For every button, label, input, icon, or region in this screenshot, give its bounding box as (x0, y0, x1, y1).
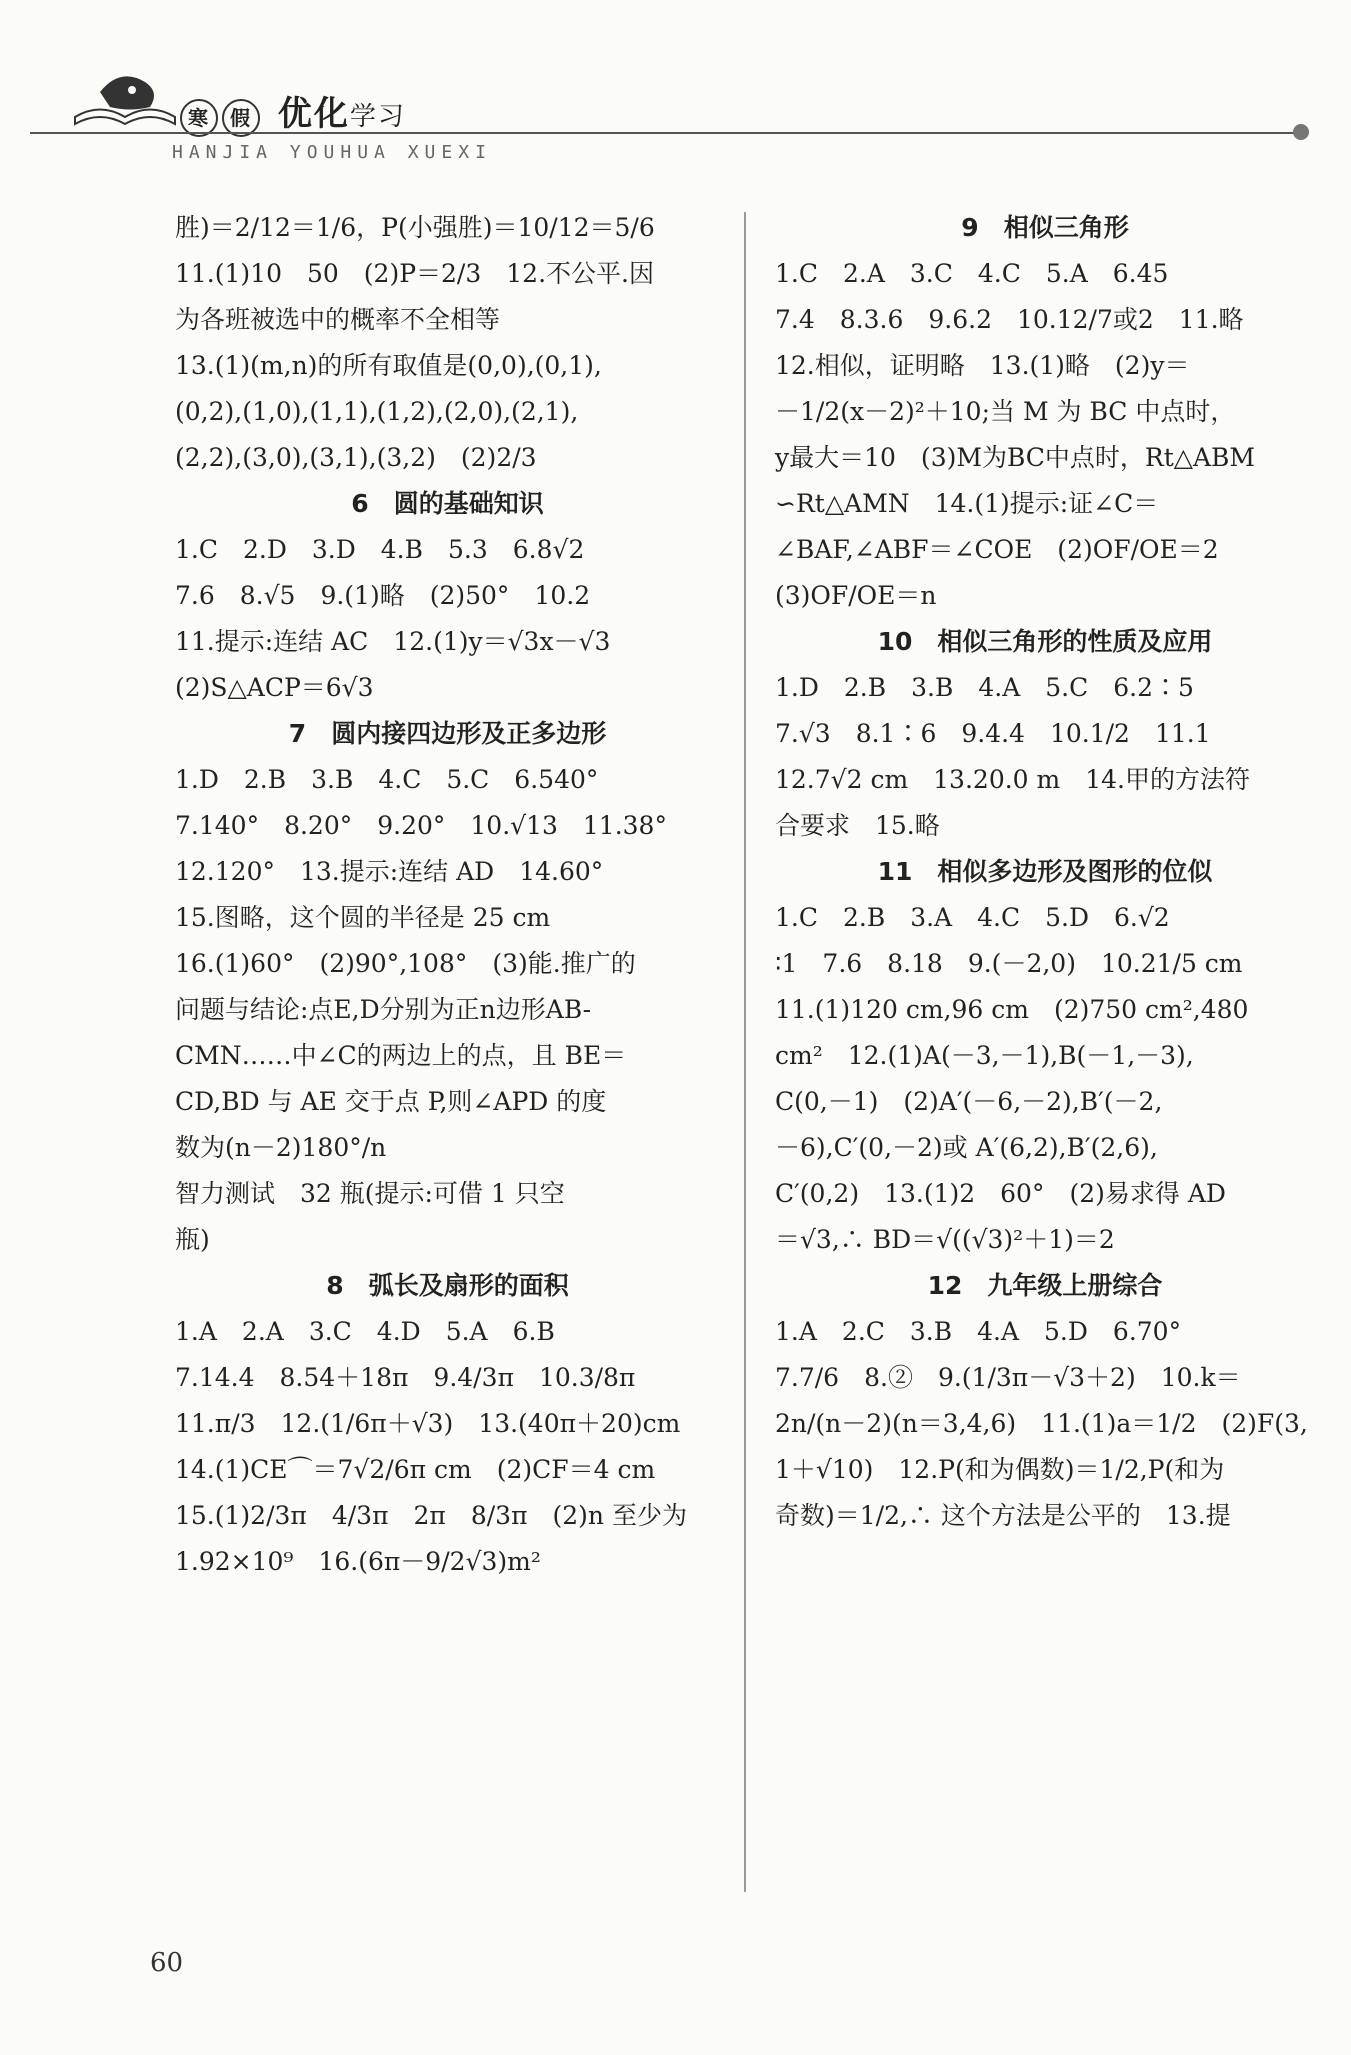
answer-line: 7.√3 8.1∶6 9.4.4 10.1/2 11.1 (775, 719, 1211, 748)
answer-line: 1.D 2.B 3.B 4.A 5.C 6.2∶5 (775, 673, 1194, 702)
answer-line: 瓶) (175, 1225, 210, 1254)
answer-line: 1.A 2.C 3.B 4.A 5.D 6.70° (775, 1317, 1182, 1346)
answer-line: 12.7√2 cm 13.20.0 m 14.甲的方法符 (775, 765, 1250, 794)
answer-line: 7.7/6 8.② 9.(1/3π－√3＋2) 10.k＝ (775, 1363, 1241, 1392)
answer-line: C′(0,2) 13.(1)2 60° (2)易求得 AD (775, 1179, 1226, 1208)
answer-line: 14.(1)CE⌒＝7√2/6π cm (2)CF＝4 cm (175, 1455, 656, 1484)
section-heading: 6 圆的基础知识 (351, 489, 544, 518)
answer-line: 1.C 2.B 3.A 4.C 5.D 6.√2 (775, 903, 1170, 932)
answer-line: 13.(1)(m,n)的所有取值是(0,0),(0,1), (175, 351, 602, 380)
answer-line: 1＋√10) 12.P(和为偶数)＝1/2,P(和为 (775, 1455, 1225, 1484)
brand-title (180, 86, 406, 137)
page-number: 60 (150, 1948, 184, 1978)
answer-line: 胜)＝2/12＝1/6，P(小强胜)＝10/12＝5/6 (175, 213, 655, 242)
answer-line: 1.92×10⁹ 16.(6π－9/2√3)m² (175, 1547, 541, 1576)
answer-line: 1.C 2.A 3.C 4.C 5.A 6.45 (775, 259, 1169, 288)
answer-line: (2,2),(3,0),(3,1),(3,2) (2)2/3 (175, 443, 537, 472)
answer-line: 为各班被选中的概率不全相等 (175, 305, 501, 334)
answer-line: －1/2(x－2)²＋10;当 M 为 BC 中点时， (775, 397, 1236, 426)
answer-line: 奇数)＝1/2,∴ 这个方法是公平的 13.提 (775, 1501, 1231, 1530)
answer-line: CMN……中∠C的两边上的点，且 BE＝ (175, 1041, 627, 1070)
answer-line: 11.(1)120 cm,96 cm (2)750 cm²,480 (775, 995, 1249, 1024)
answer-line: CD,BD 与 AE 交于点 P,则∠APD 的度 (175, 1087, 607, 1116)
answer-line: (2)S△ACP＝6√3 (175, 673, 374, 702)
answer-line: 11.提示:连结 AC 12.(1)y＝√3x－√3 (175, 627, 611, 656)
answer-line: 1.D 2.B 3.B 4.C 5.C 6.540° (175, 765, 599, 794)
answer-line: (3)OF/OE＝n (775, 581, 937, 610)
book-logo-icon (70, 62, 180, 132)
answer-line: 1.C 2.D 3.D 4.B 5.3 6.8√2 (175, 535, 585, 564)
brand-circle-1: 寒 (180, 99, 218, 137)
answer-line: ∶1 7.6 8.18 9.(－2,0) 10.21/5 cm (775, 949, 1243, 978)
answer-line: 12.120° 13.提示:连结 AD 14.60° (175, 857, 604, 886)
page-header (0, 0, 1351, 180)
answer-line: 15.图略，这个圆的半径是 25 cm (175, 903, 551, 932)
answer-line: 2n/(n－2)(n＝3,4,6) 11.(1)a＝1/2 (2)F(3, (775, 1409, 1308, 1438)
section-heading: 10 相似三角形的性质及应用 (877, 627, 1213, 656)
answer-line: ＝√3,∴ BD＝√((√3)²＋1)＝2 (775, 1225, 1115, 1254)
column-divider (744, 212, 746, 1892)
answer-line: 11.(1)10 50 (2)P＝2/3 12.不公平.因 (175, 259, 654, 288)
brand-small: 学习 (349, 102, 406, 132)
section-heading: 7 圆内接四边形及正多边形 (288, 719, 607, 748)
answer-line: 7.4 8.3.6 9.6.2 10.12/7或2 11.略 (775, 305, 1244, 334)
answer-line: y最大＝10 (3)M为BC中点时，Rt△ABM (775, 443, 1256, 472)
brand-pinyin: HANJIA YOUHUA XUEXI (172, 142, 492, 163)
answer-line: 16.(1)60° (2)90°,108° (3)能.推广的 (175, 949, 636, 978)
answer-line: －6),C′(0,－2)或 A′(6,2),B′(2,6), (775, 1133, 1158, 1162)
answer-line: 数为(n－2)180°/n (175, 1133, 387, 1162)
answer-line: ∠BAF,∠ABF＝∠COE (2)OF/OE＝2 (775, 535, 1219, 564)
brand-main: 优化 (277, 94, 350, 134)
answer-line: 7.14.4 8.54＋18π 9.4/3π 10.3/8π (175, 1363, 636, 1392)
answer-line: cm² 12.(1)A(－3,－1),B(－1,－3), (775, 1041, 1194, 1070)
section-heading: 11 相似多边形及图形的位似 (877, 857, 1213, 886)
answer-line: 11.π/3 12.(1/6π＋√3) 13.(40π＋20)cm (175, 1409, 681, 1438)
section-heading: 9 相似三角形 (961, 213, 1129, 242)
section-heading: 12 九年级上册综合 (927, 1271, 1163, 1300)
answer-line: C(0,－1) (2)A′(－6,－2),B′(－2, (775, 1087, 1163, 1116)
header-rule (30, 132, 1301, 134)
left-column (175, 205, 720, 1585)
answer-line: 7.140° 8.20° 9.20° 10.√13 11.38° (175, 811, 667, 840)
answer-line: 12.相似，证明略 13.(1)略 (2)y＝ (775, 351, 1190, 380)
answer-line: 1.A 2.A 3.C 4.D 5.A 6.B (175, 1317, 555, 1346)
answer-line: ∽Rt△AMN 14.(1)提示:证∠C＝ (775, 489, 1159, 518)
answer-line: 7.6 8.√5 9.(1)略 (2)50° 10.2 (175, 581, 591, 610)
answer-line: 智力测试 32 瓶(提示:可借 1 只空 (175, 1179, 565, 1208)
header-dot (1293, 124, 1309, 140)
answer-line: 合要求 15.略 (775, 811, 940, 840)
answer-line: (0,2),(1,0),(1,1),(1,2),(2,0),(2,1), (175, 397, 579, 426)
answer-line: 15.(1)2/3π 4/3π 2π 8/3π (2)n 至少为 (175, 1501, 687, 1530)
right-column (775, 205, 1315, 1539)
brand-circle-2: 假 (222, 99, 260, 137)
section-heading: 8 弧长及扇形的面积 (326, 1271, 569, 1300)
answer-line: 问题与结论:点E,D分别为正n边形AB- (175, 995, 592, 1024)
